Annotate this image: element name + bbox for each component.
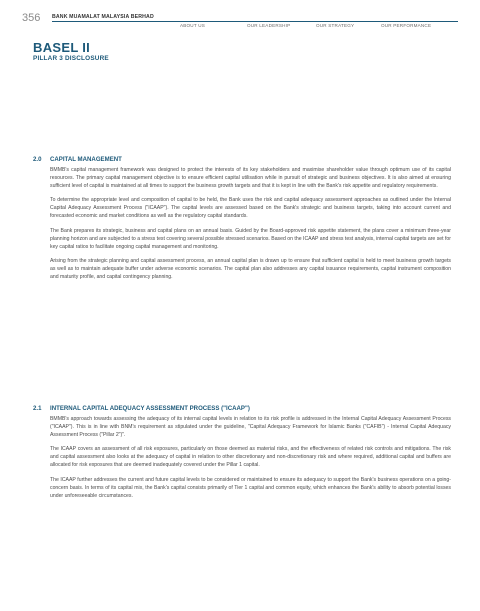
section-number: 2.0 (33, 156, 42, 163)
nav-link-about-us[interactable]: ABOUT US (180, 23, 205, 28)
company-name: BANK MUAMALAT MALAYSIA BERHAD (52, 14, 154, 20)
section-heading (33, 156, 453, 166)
section-title: INTERNAL CAPITAL ADEQUACY ASSESSMENT PROCESS ("ICAAP") (50, 405, 250, 412)
document-subtitle: PILLAR 3 DISCLOSURE (33, 55, 109, 62)
nav-link-our-strategy[interactable]: OUR STRATEGY (316, 23, 355, 28)
header-divider (52, 21, 458, 22)
page-number: 356 (22, 12, 41, 24)
paragraph: Arising from the strategic planning and capital assessment process, an annual capital plan is drawn up to ensure that sufficient capital is held to meet business growth targets as well as to maintain adequate buffer under adverse economic scenarios. The capital plan also addresses any capital issuance requirements, capital instrument composition and maturity profile, and capital contingency planning. (50, 257, 451, 281)
top-navigation (0, 23, 480, 31)
paragraph: To determine the appropriate level and composition of capital to be held, the Bank uses the risk and capital adequacy assessment approaches as outlined under the Internal Capital Adequacy Assessment Process ("ICAAP"). The capital levels are assessed based on the Bank's strategic and business targets, taking into account current and forecasted economic and market conditions as well as the regulatory capital standards. (50, 197, 451, 220)
section-capital-management (33, 156, 453, 287)
paragraph: BMMB's approach towards assessing the adequacy of its internal capital levels in relation to its risk profile is addressed in the Internal Capital Adequacy Assessment Process ("ICAAP"). This is in line with BNM's requirement as stipulated under the guideline, "Capital Adequacy Framework for Islamic Banks ("CAFIB") - Internal Capital Adequacy Assessment Process ("Pillar 2")". (50, 416, 451, 439)
paragraph: The ICAAP further addresses the current and future capital levels to be considered or maintained to ensure its adequacy to support the Bank's business operations on a going-concern basis. In terms of its capital mix, the Bank's capital consists primarily of Tier 1 capital and common equity, which enhances the Bank's ability to absorb potential losses under unforeseeable circumstances. (50, 476, 451, 499)
section-heading (33, 405, 453, 415)
nav-link-our-leadership[interactable]: OUR LEADERSHIP (247, 23, 291, 28)
section-title: CAPITAL MANAGEMENT (50, 156, 122, 163)
nav-link-our-performance[interactable]: OUR PERFORMANCE (381, 23, 432, 28)
document-title: BASEL II (33, 40, 91, 55)
section-icaap (33, 405, 453, 506)
paragraph: BMMB's capital management framework was designed to protect the interests of its key stakeholders and maximise shareholder value through optimum use of its capital resources. The primary capital management objective is to ensure efficient capital utilisation while in pursuit of strategic and business objectives. It is also aimed at ensuring sufficient level of capital is maintained at all times to support the business growth targets and that it is kept in line with the Bank's risk appetite and regulatory requirements. (50, 167, 451, 190)
section-number: 2.1 (33, 405, 42, 412)
paragraph: The Bank prepares its strategic, business and capital plans on an annual basis. Guided by the Board-approved risk appetite statement, the plans cover a minimum three-year planning horizon and are subjected to a stress test covering several possible stressed scenarios. Based on the ICAAP and stress test analysis, internal capital targets are set for key capital ratios to facilitate ongoing capital management and monitoring. (50, 227, 451, 250)
paragraph: The ICAAP covers an assessment of all risk exposures, particularly on those deemed as material risks, and the effectiveness of related risk controls and mitigations. The risk and capital assessment also looks at the adequacy of capital in relation to other discretionary and non-discretionary risk and where required, additional capital and buffers are allocated for risk exposures that are deemed inadequately covered under the Pillar 1 capital. (50, 446, 451, 469)
